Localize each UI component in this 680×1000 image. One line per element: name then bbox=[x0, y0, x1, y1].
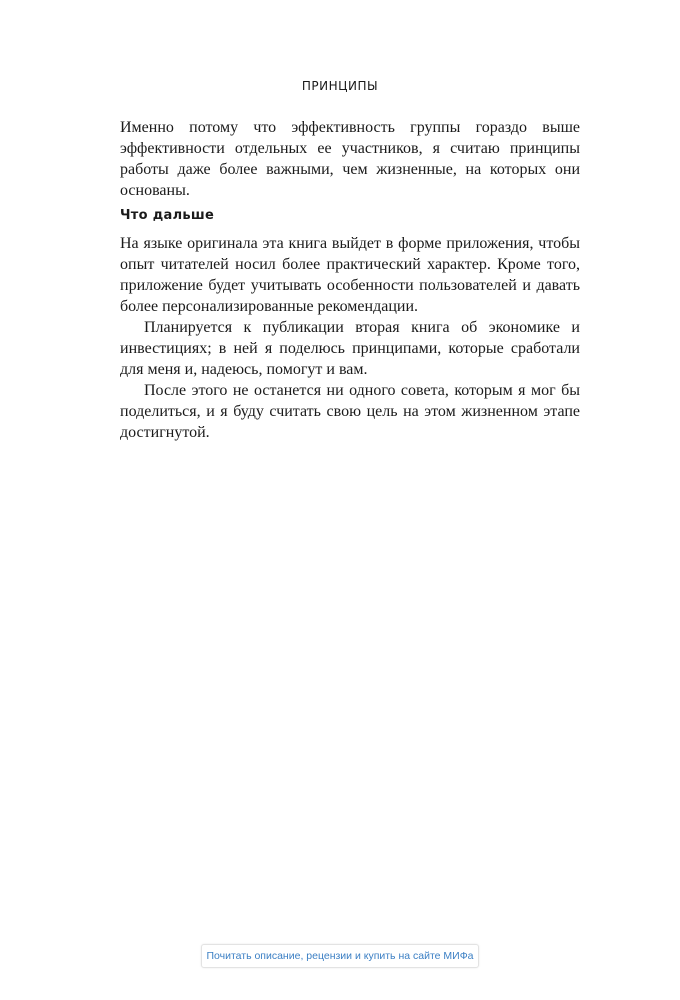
section-heading: Что дальше bbox=[120, 208, 215, 223]
intro-paragraph-block bbox=[120, 117, 580, 201]
section-body bbox=[120, 233, 580, 443]
section-paragraph-2: Планируется к публикации вторая книга об экономике и инвестициях; в ней я поделюсь принципами, которые сработали для меня и, надеюсь, помогут и вам. bbox=[120, 319, 580, 378]
buy-on-site-link[interactable]: Почитать описание, рецензии и купить на сайте МИФа bbox=[206, 950, 474, 962]
footer-link-box bbox=[201, 944, 479, 968]
running-head: ПРИНЦИПЫ bbox=[301, 79, 379, 93]
intro-paragraph: Именно потому что эффективность группы гораздо выше эффективности отдельных ее участников, я считаю принципы работы даже более важными, чем жизненные, на которых они основаны. bbox=[120, 119, 580, 199]
section-paragraph-1: На языке оригинала эта книга выйдет в форме приложения, чтобы опыт читателей носил более практический характер. Кроме того, приложение будет учитывать особенности пользователей и давать более персонализированные рекомендации. bbox=[120, 235, 580, 315]
section-paragraph-3: После этого не останется ни одного совета, которым я мог бы поделиться, и я буду считать свою цель на этом жизненном этапе достигнутой. bbox=[120, 382, 580, 441]
